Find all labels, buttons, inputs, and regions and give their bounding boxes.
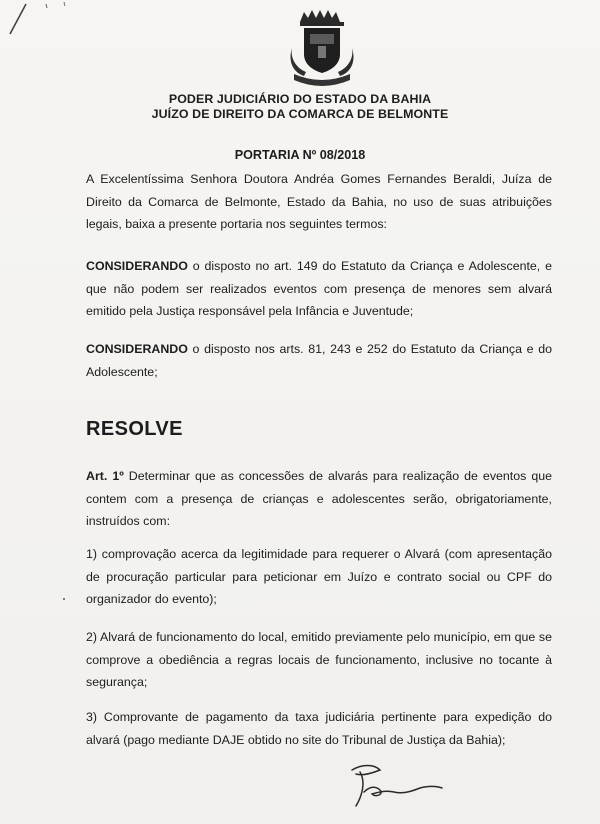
considerando-text: o disposto no art. 149 do Estatuto da Criança e Adolescente, e que não podem ser realizados eventos com presença de menores sem alvará emitido pela Justiça responsável pela Infância e Juventude; <box>86 259 552 318</box>
portaria-title: PORTARIA Nº 08/2018 <box>234 148 366 162</box>
list-item: 2) Alvará de funcionamento do local, emitido previamente pelo município, em que se comprove a obediência a regras locais de funcionamento, inclusive no tocante à segurança; <box>86 630 552 689</box>
considerando-text: o disposto nos arts. 81, 243 e 252 do Estatuto da Criança e do Adolescente; <box>86 342 552 379</box>
bahia-coat-of-arms-icon <box>286 8 358 90</box>
list-item: 1) comprovação acerca da legitimidade para requerer o Alvará (com apresentação de procuração particular para peticionar em Juízo e contrato social ou CPF do organizador do evento); <box>86 547 552 606</box>
header-line-2: JUÍZO DE DIREITO DA COMARCA DE BELMONTE <box>151 107 449 121</box>
article-1-paragraph <box>86 465 552 533</box>
list-item: 3) Comprovante de pagamento da taxa judiciária pertinente para expedição do alvará (pago mediante DAJE obtido no site do Tribunal de Justiça da Bahia); <box>86 710 552 747</box>
resolve-heading: RESOLVE <box>86 418 183 440</box>
header-line-1: PODER JUDICIÁRIO DO ESTADO DA BAHIA <box>168 92 432 106</box>
intro-paragraph: A Excelentíssima Senhora Doutora Andréa Gomes Fernandes Beraldi, Juíza de Direito da Comarca de Belmonte, Estado da Bahia, no uso de suas atribuições legais, baixa a presente portaria nos seguintes termos: <box>86 172 552 231</box>
considerando-label: CONSIDERANDO <box>86 342 188 356</box>
considerando-label: CONSIDERANDO <box>86 259 188 273</box>
article-label: Art. 1º <box>86 469 124 483</box>
considerando-paragraph-1 <box>86 255 552 323</box>
paper-speck <box>63 598 65 600</box>
handwritten-signature <box>330 756 460 812</box>
considerando-paragraph-2 <box>86 338 552 383</box>
pen-mark <box>6 0 76 40</box>
court-header <box>0 92 600 122</box>
article-text: Determinar que as concessões de alvarás para realização de eventos que contem com a presença de crianças e adolescentes serão, obrigatoriamente, instruídos com: <box>86 469 552 528</box>
